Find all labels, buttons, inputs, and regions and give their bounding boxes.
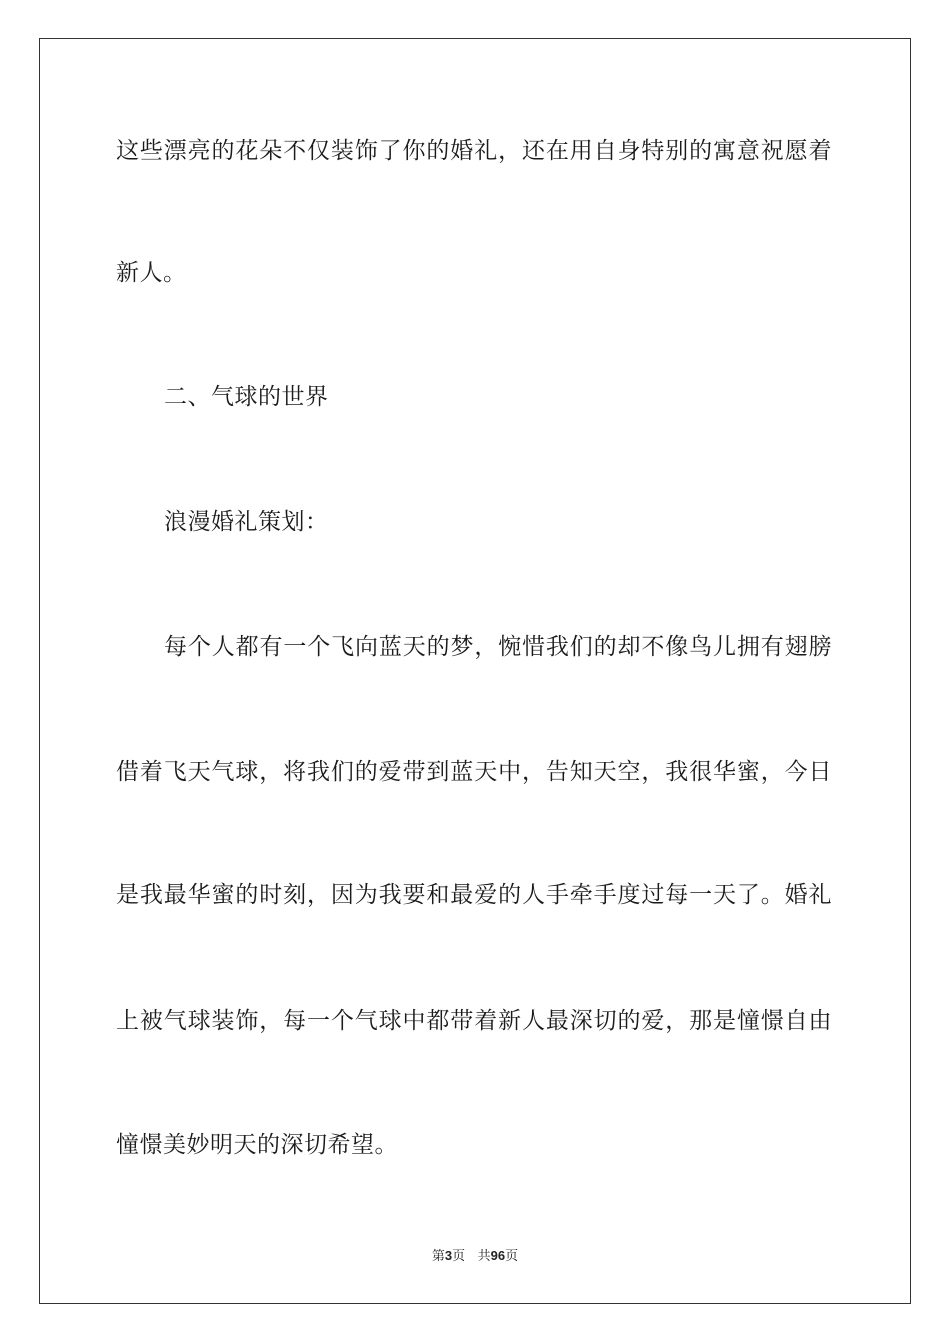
body-text-line: 憧憬美妙明天的深切希望。 bbox=[116, 1132, 398, 1158]
body-text-line: 这些漂亮的花朵不仅装饰了你的婚礼，还在用自身特别的寓意祝愿着 bbox=[116, 138, 832, 164]
footer-total-suffix: 页 bbox=[505, 1249, 519, 1264]
subsection-label: 浪漫婚礼策划： bbox=[164, 509, 329, 535]
body-text-line: 借着飞天气球，将我们的爱带到蓝天中，告知天空，我很华蜜，今日 bbox=[116, 759, 832, 785]
footer-page-suffix: 页 bbox=[452, 1249, 466, 1264]
footer-total-prefix: 共 bbox=[477, 1249, 491, 1264]
footer-page-number: 3 bbox=[444, 1248, 453, 1263]
footer-page-prefix: 第 bbox=[431, 1249, 445, 1264]
page-footer bbox=[0, 1247, 950, 1266]
body-text-line: 每个人都有一个飞向蓝天的梦，惋惜我们的却不像鸟儿拥有翅膀 bbox=[164, 634, 832, 660]
section-heading: 二、气球的世界 bbox=[164, 384, 329, 410]
body-text-line: 上被气球装饰，每一个气球中都带着新人最深切的爱，那是憧憬自由 bbox=[116, 1008, 832, 1034]
body-text-line: 新人。 bbox=[116, 260, 187, 286]
page-border bbox=[39, 38, 911, 1304]
footer-total-pages: 96 bbox=[490, 1248, 506, 1263]
body-text-line: 是我最华蜜的时刻，因为我要和最爱的人手牵手度过每一天了。婚礼 bbox=[116, 882, 832, 908]
